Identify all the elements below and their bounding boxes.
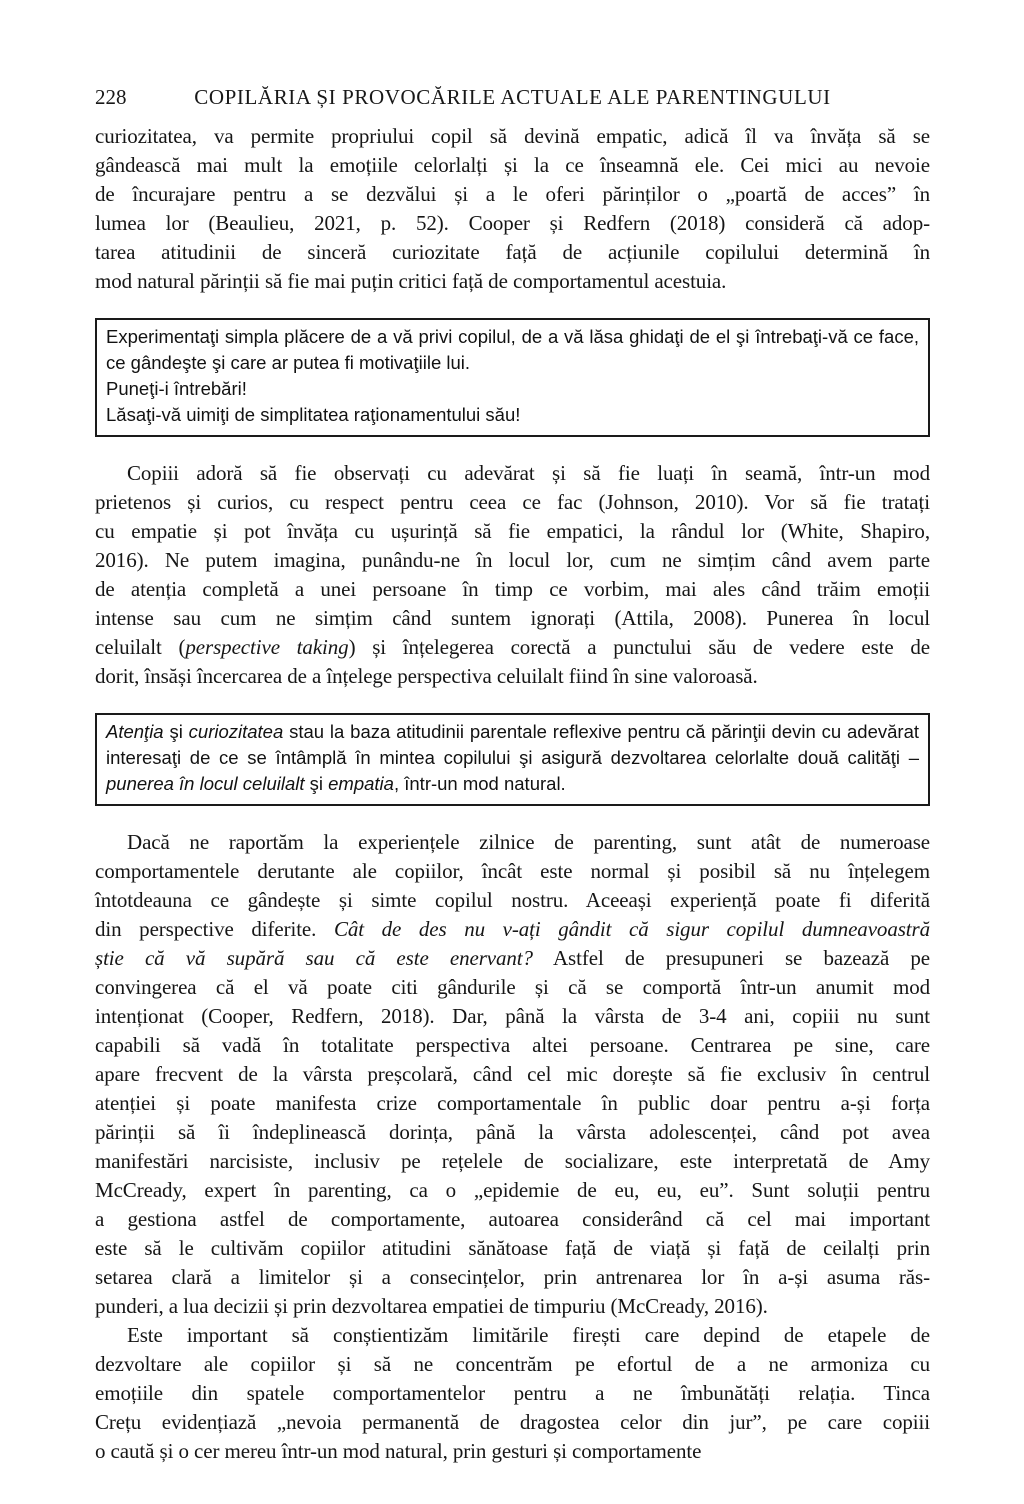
text-line: dorit, însăși încercarea de a înțelege perspectiva celuilalt fiind în sine valoroasă. bbox=[95, 664, 758, 688]
text-line: este să le cultivăm copiilor atitudini sănătoase față de viață și față de ceilalți prin bbox=[95, 1236, 930, 1260]
text-line: intenționat (Cooper, Redfern, 2018). Dar, până la vârsta de 3-4 ani, copiii nu sunt bbox=[95, 1004, 930, 1028]
paragraph bbox=[95, 1321, 930, 1466]
text-line: McCready, expert în parenting, ca o „epidemie de eu, eu, eu”. Sunt soluții pentru bbox=[95, 1178, 930, 1202]
callout-box-text: Atenţia şi curiozitatea stau la baza atitudinii parentale reflexive pentru că părinţii devin cu adevărat interesaţi de ce se întâmplă în mintea copilului şi asigură dezvoltarea celorlalte două calităţi – punerea în locul celuilalt şi empatia, într-un mod natural. bbox=[106, 721, 919, 794]
text-line: Este important să conștientizăm limitările firești care depind de etapele de bbox=[127, 1323, 930, 1347]
text-line: convingerea că el vă poate citi gândurile și că se comportă într-un anumit mod bbox=[95, 975, 930, 999]
text-line: celuilalt (perspective taking) și înțelegerea corectă a punctului său de vedere este de bbox=[95, 635, 931, 659]
text-line: a gestiona astfel de comportamente, autoarea considerând că cel mai important bbox=[95, 1207, 930, 1231]
text-line: cu empatie și pot învăța cu ușurință să fie empatici, la rândul lor (White, Shapiro, bbox=[95, 519, 930, 543]
text-line: lumea lor (Beaulieu, 2021, p. 52). Cooper și Redfern (2018) consideră că adop- bbox=[95, 211, 930, 235]
text-line: tarea atitudinii de sinceră curiozitate față de acțiunile copilului determină în bbox=[95, 240, 930, 264]
callout-box bbox=[95, 713, 930, 806]
text-line: apare frecvent de la vârsta preșcolară, când cel mic dorește să fie exclusiv în centrul bbox=[95, 1062, 930, 1086]
paragraph bbox=[95, 122, 930, 296]
text-line: punderi, a lua decizii și prin dezvoltarea empatiei de timpuriu (McCready, 2016). bbox=[95, 1294, 768, 1318]
text-line: intense sau cum ne simțim când suntem ignorați (Attila, 2008). Punerea în locul bbox=[95, 606, 930, 630]
text-line: din perspective diferite. Cât de des nu v-ați gândit că sigur copilul dumneavoastră bbox=[95, 917, 931, 941]
text-line: de încurajare pentru a se dezvălui și a le oferi părinților o „poartă de acces” în bbox=[95, 182, 930, 206]
text-line: prietenos și curios, cu respect pentru ceea ce fac (Johnson, 2010). Vor să fie tratați bbox=[95, 490, 930, 514]
text-line: știe că vă supără sau că este enervant? Astfel de presupuneri se bazează pe bbox=[95, 946, 930, 970]
paragraph bbox=[95, 459, 930, 691]
text-line: părinții să îi îndeplinească dorința, până la vârsta adolescenței, când pot avea bbox=[95, 1120, 930, 1144]
text-line: emoțiile din spatele comportamentelor pentru a ne îmbunătăți relația. Tinca bbox=[95, 1381, 930, 1405]
text-line: comportamentele derutante ale copiilor, încât este normal și posibil să nu înțelegem bbox=[95, 859, 930, 883]
page-number: 228 bbox=[95, 85, 127, 109]
text-line: Copiii adoră să fie observați cu adevărat și să fie luați în seamă, într-un mod bbox=[127, 461, 930, 485]
text-line: capabili să vadă în totalitate perspectiva altei persoane. Centrarea pe sine, care bbox=[95, 1033, 930, 1057]
text-line: dezvoltare ale copiilor și să ne concentrăm pe efortul de a ne armoniza cu bbox=[95, 1352, 930, 1376]
callout-box-text: Lăsaţi-vă uimiţi de simplitatea raţionamentului său! bbox=[106, 404, 521, 425]
text-line: atenției și poate manifesta crize comportamentale în public doar pentru a-și forța bbox=[95, 1091, 930, 1115]
text-line: Dacă ne raportăm la experiențele zilnice de parenting, sunt atât de numeroase bbox=[127, 830, 930, 854]
page-header bbox=[95, 84, 930, 110]
text-line: mod natural părinții să fie mai puțin critici față de comportamentul acestuia. bbox=[95, 269, 727, 293]
text-line: 2016). Ne putem imagina, punându-ne în locul lor, cum ne simțim când avem parte bbox=[95, 548, 930, 572]
text-line: manifestări narcisiste, inclusiv pe rețelele de socializare, este interpretată de Amy bbox=[95, 1149, 930, 1173]
page-body bbox=[95, 122, 930, 1466]
paragraph bbox=[95, 828, 930, 1321]
text-line: setarea clară a limitelor și a consecințelor, prin antrenarea lor în a-și asuma răs- bbox=[95, 1265, 930, 1289]
text-line: Crețu evidențiază „nevoia permanentă de dragostea celor din jur”, pe care copiii bbox=[95, 1410, 930, 1434]
text-line: de atenția completă a unei persoane în timp ce vorbim, mai ales când trăim emoții bbox=[95, 577, 930, 601]
text-line: curiozitatea, va permite propriului copil să devină empatic, adică îl va învăța să se bbox=[95, 124, 930, 148]
text-line: o caută și o cer mereu într-un mod natural, prin gesturi și comportamente bbox=[95, 1439, 702, 1463]
text-line: gândească mai mult la emoțiile celorlalți și la ce înseamnă ele. Cei mici au nevoie bbox=[95, 153, 930, 177]
callout-box-text: Puneţi-i întrebări! bbox=[106, 378, 247, 399]
callout-box-text: Experimentaţi simpla plăcere de a vă privi copilul, de a vă lăsa ghidaţi de el şi întrebaţi-vă ce face, ce gândeşte şi care ar putea fi motivaţiile lui. bbox=[106, 326, 919, 373]
running-header: COPILĂRIA ȘI PROVOCĂRILE ACTUALE ALE PARENTINGULUI bbox=[194, 85, 831, 109]
text-line: întotdeauna ce gândește și simte copilul nostru. Aceeași experiență poate fi diferită bbox=[95, 888, 930, 912]
callout-box bbox=[95, 318, 930, 437]
